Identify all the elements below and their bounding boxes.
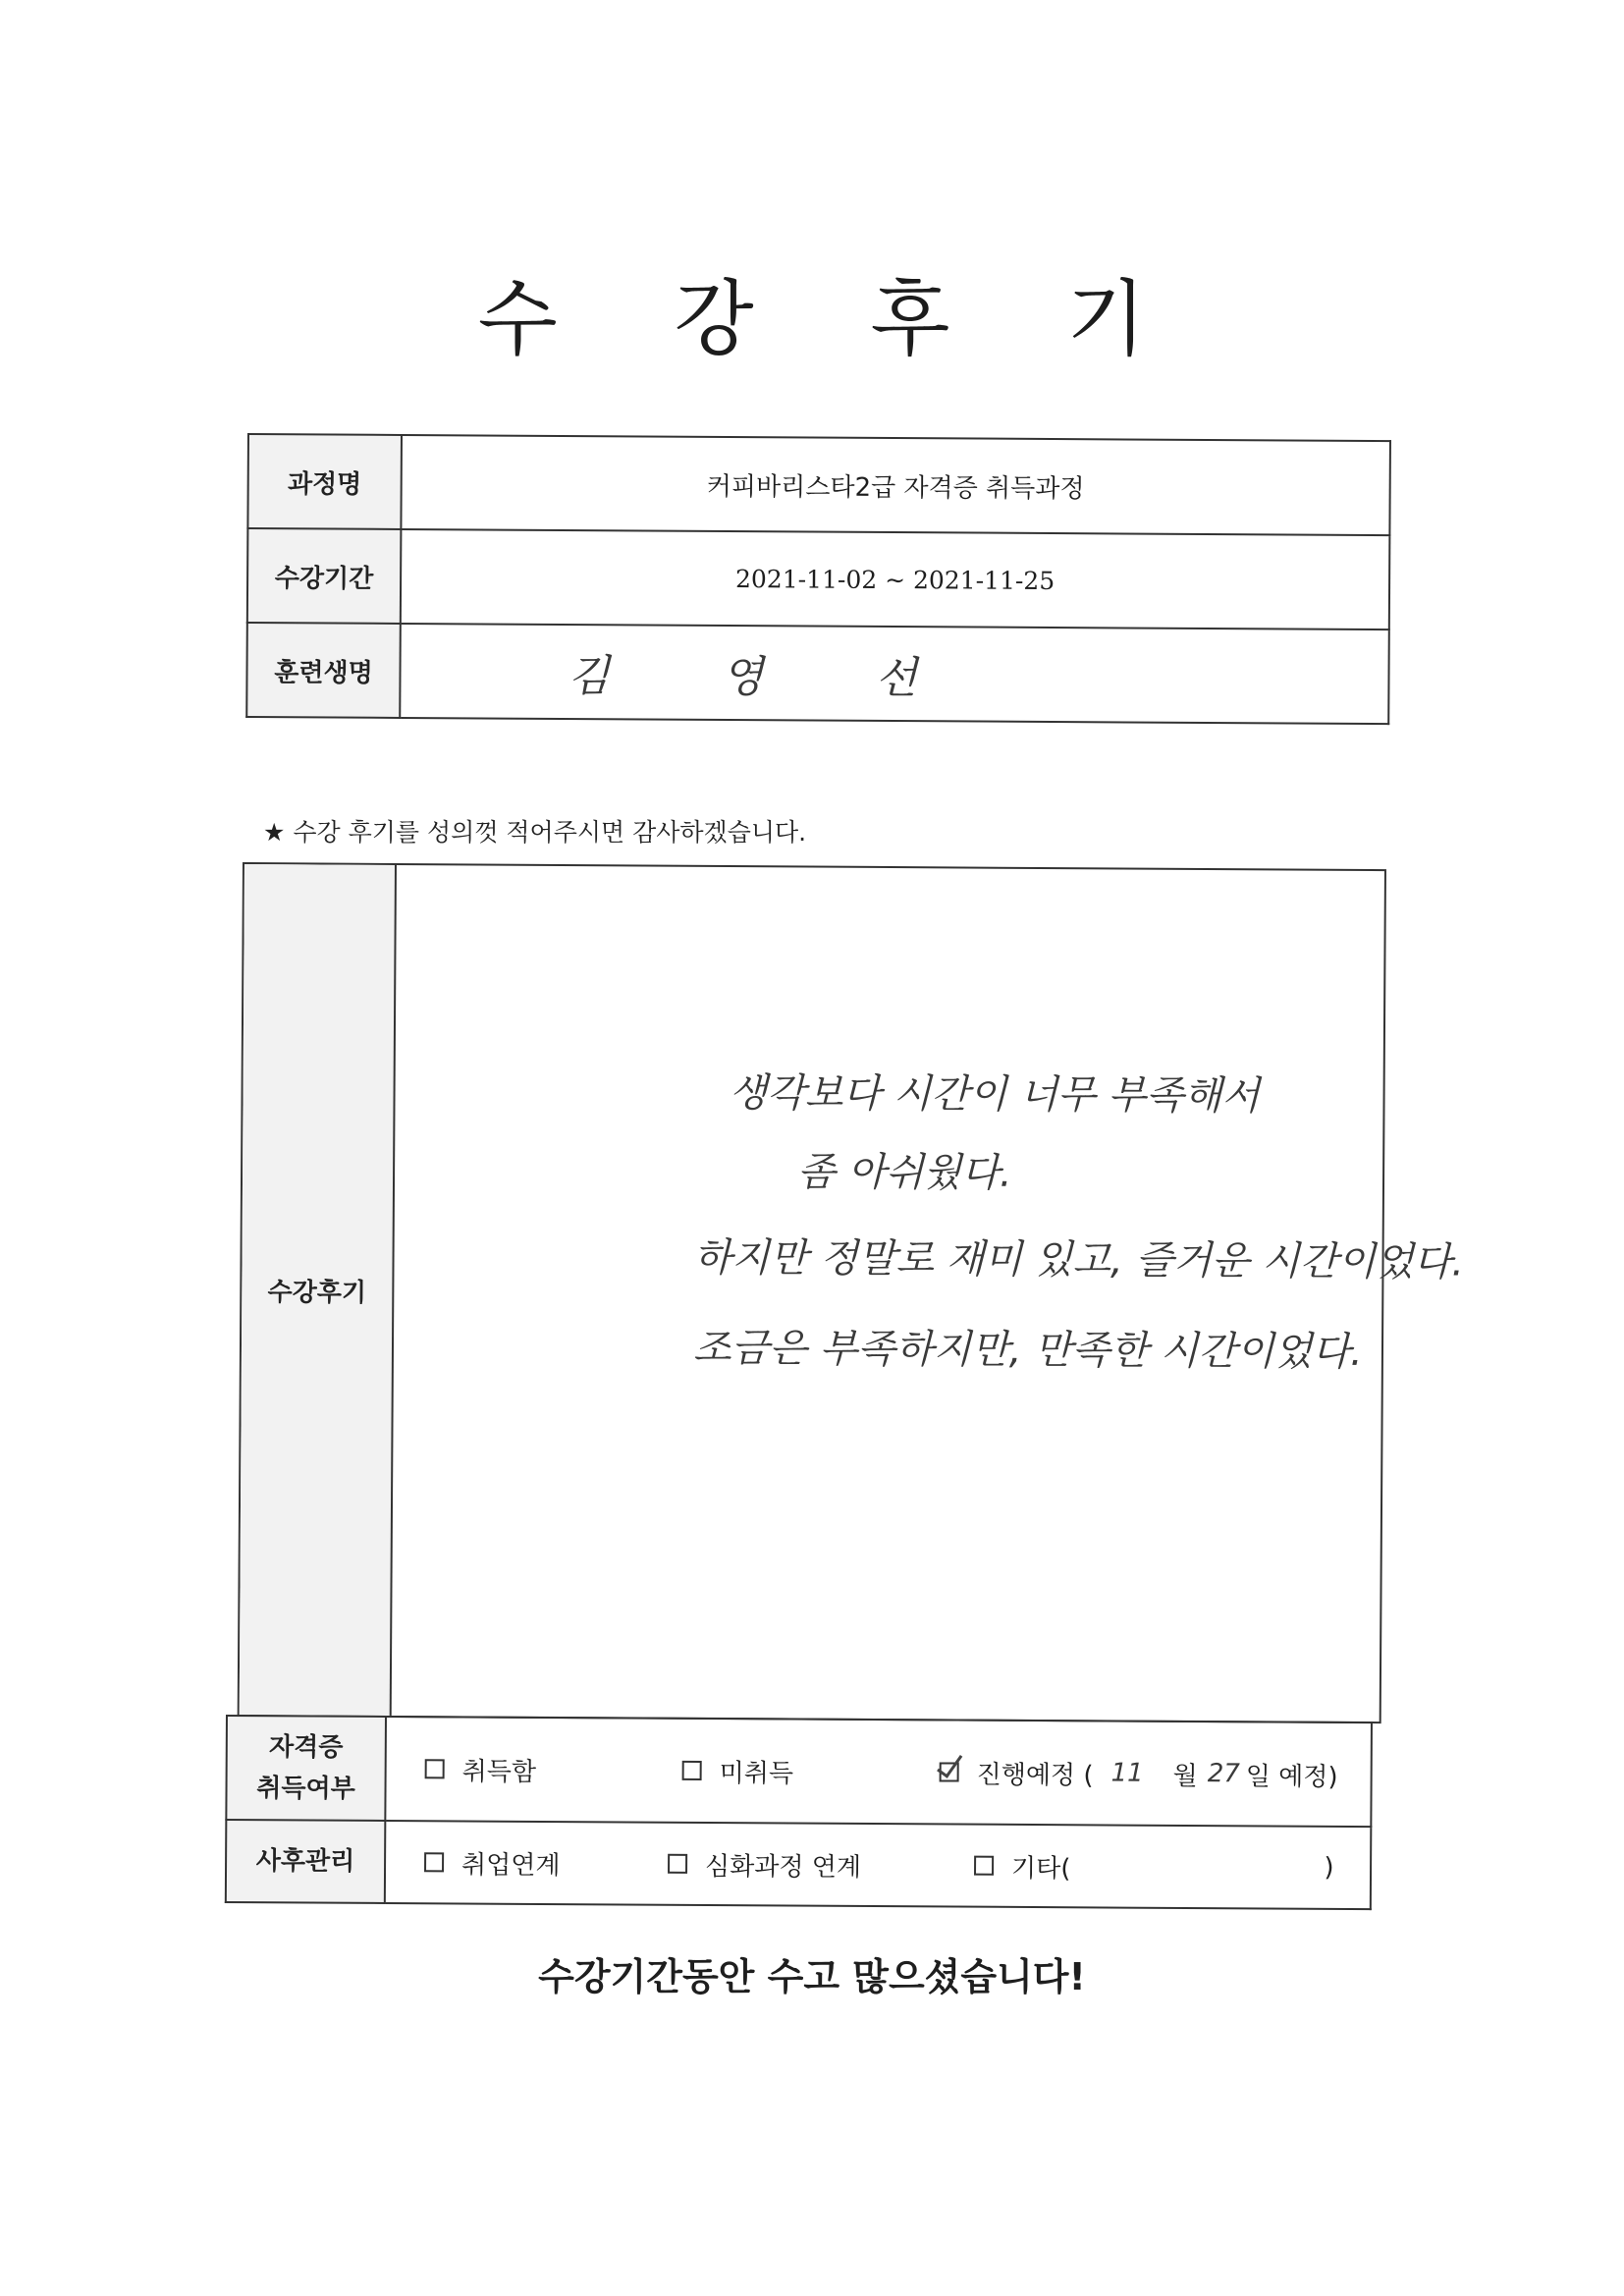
day-handwritten: 27 [1207, 1759, 1240, 1789]
review-line: 조금은 부족하지만, 만족한 시간이었다. [692, 1325, 1363, 1375]
checkbox-in-progress-checked[interactable] [940, 1762, 959, 1781]
option-in-progress[interactable] [940, 1754, 1338, 1792]
certificate-label-line2: 취득여부 [256, 1774, 355, 1804]
option-label: 취득함 [461, 1756, 537, 1787]
aftercare-options [385, 1821, 1371, 1909]
document-title: 수 강 후 기 [477, 271, 1192, 367]
aftercare-option-row [387, 1844, 1369, 1886]
option-other[interactable] [974, 1847, 1334, 1886]
other-blank[interactable] [1070, 1866, 1324, 1868]
instruction-note: ★ 수강 후기를 성의껏 적어주시면 감사하겠습니다. [263, 818, 807, 847]
option-acquired[interactable] [425, 1751, 682, 1789]
trainee-name-handwritten [400, 624, 1389, 724]
option-advanced-course[interactable] [668, 1845, 974, 1884]
review-label: 수강후기 [240, 864, 397, 1716]
review-line: 생각보다 시간이 너무 부족해서 [729, 1070, 1261, 1120]
checkbox-acquired[interactable] [425, 1759, 445, 1778]
period-label: 수강기간 [247, 528, 402, 624]
status-table [225, 1715, 1373, 1910]
option-label: 기타( [1010, 1853, 1071, 1884]
certificate-label-line1: 자격증 [269, 1732, 344, 1763]
review-box [238, 862, 1465, 1723]
aftercare-label: 사후관리 [226, 1820, 386, 1903]
course-info-table [245, 433, 1391, 725]
closing-message: 수강기간동안 수고 많으셨습니다! [538, 1955, 1086, 1998]
certificate-options [385, 1717, 1372, 1827]
checkbox-not-acquired[interactable] [682, 1761, 702, 1780]
review-line: 하지만 정말로 재미 있고, 즐거운 시간이었다. [693, 1234, 1465, 1285]
certificate-option-row [388, 1751, 1370, 1793]
month-handwritten: 11 [1110, 1758, 1144, 1788]
option-not-acquired[interactable] [682, 1752, 940, 1790]
checkbox-advanced-course[interactable] [668, 1854, 687, 1874]
option-job-link[interactable] [424, 1844, 668, 1883]
day-label: 일 예정) [1245, 1761, 1338, 1792]
review-line: 좀 아쉬웠다. [796, 1149, 1012, 1196]
option-label: 미취득 [719, 1758, 794, 1789]
certificate-label [226, 1716, 386, 1821]
course-name-label: 과정명 [247, 434, 402, 529]
checkbox-other[interactable] [974, 1856, 994, 1876]
option-label: 취업연계 [460, 1849, 561, 1881]
trainee-name-text: 김 영 선 [568, 650, 967, 704]
option-label: 진행예정 ( [976, 1760, 1094, 1790]
close-paren: ) [1324, 1852, 1334, 1883]
option-label: 심화과정 연계 [704, 1851, 862, 1883]
period-value: 2021-11-02 ~ 2021-11-25 [401, 529, 1390, 629]
course-name-value: 커피바리스타2급 자격증 취득과정 [401, 435, 1390, 535]
checkbox-job-link[interactable] [424, 1852, 444, 1872]
trainee-label: 훈련생명 [246, 623, 401, 718]
month-label: 월 [1172, 1761, 1198, 1791]
